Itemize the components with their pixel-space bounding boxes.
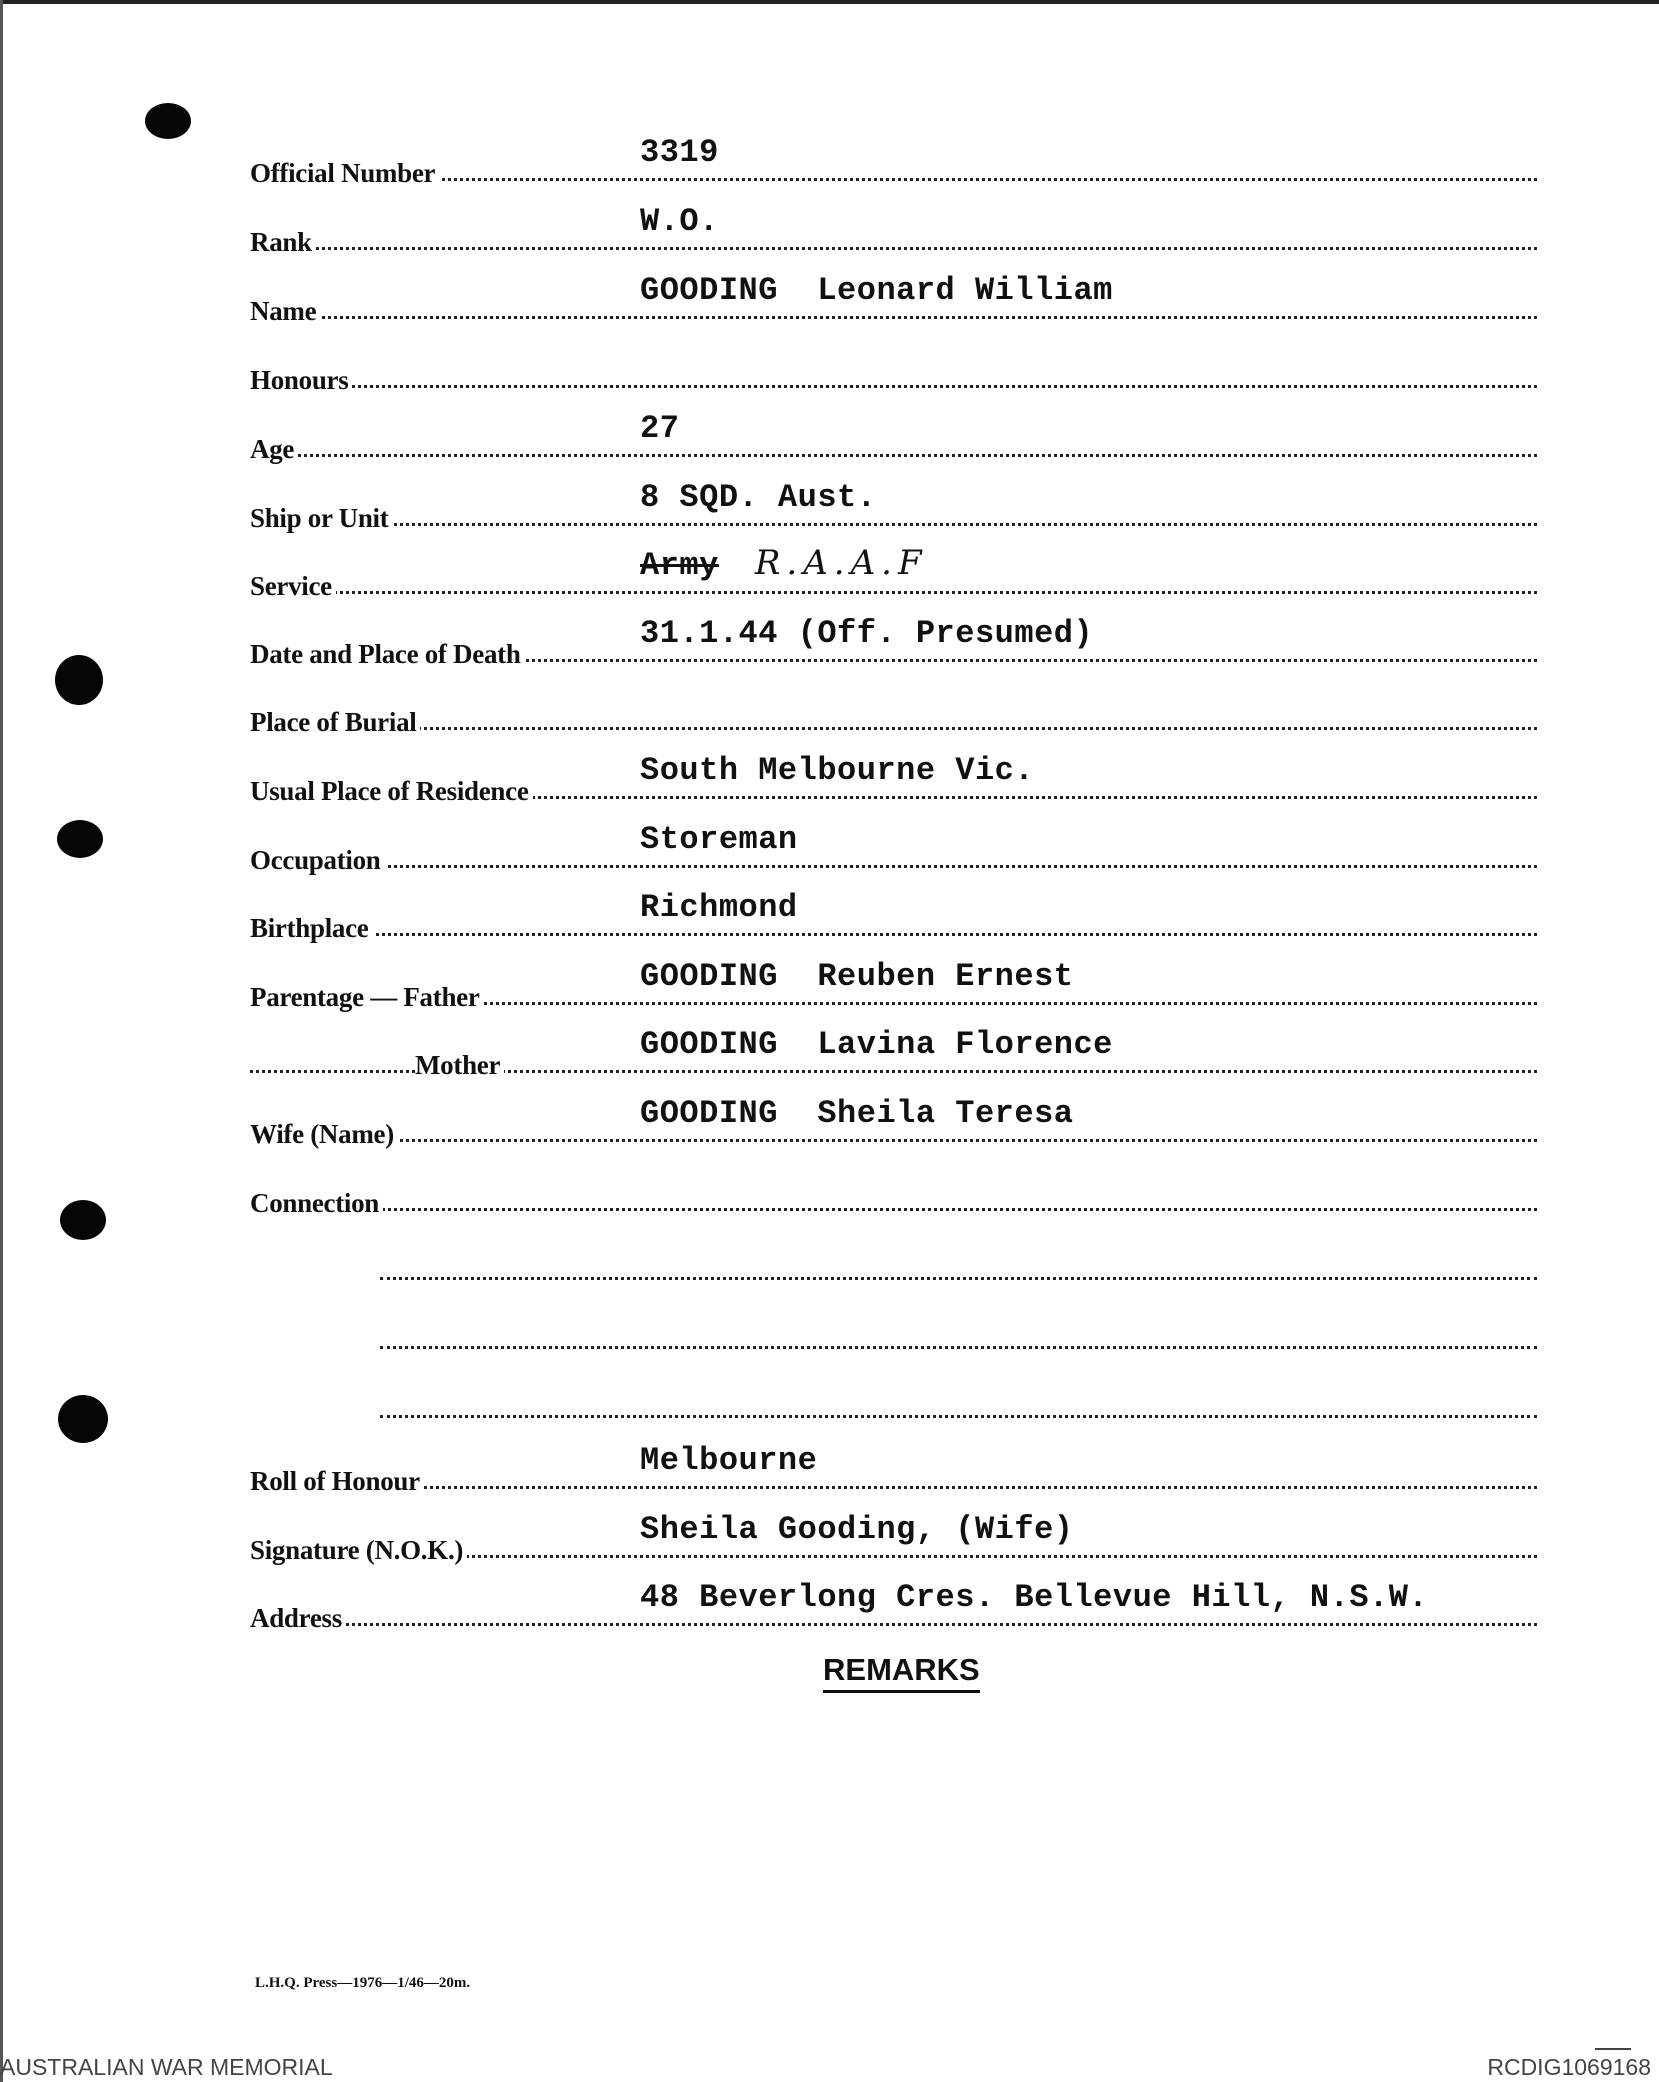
field-value: GOODING Sheila Teresa	[640, 1095, 1074, 1132]
field-label: Wife (Name)	[250, 1119, 398, 1150]
field-value: 3319	[640, 134, 719, 171]
connection-blank-line	[250, 1362, 1537, 1432]
field-value: Sheila Gooding, (Wife)	[640, 1511, 1074, 1548]
footer-archive-name: AUSTRALIAN WAR MEMORIAL	[0, 2054, 333, 2080]
field-value: 31.1.44 (Off. Presumed)	[640, 615, 1094, 652]
field-ship-or-unit	[250, 470, 1537, 540]
field-name	[250, 263, 1537, 333]
field-mother	[250, 1017, 1537, 1087]
field-connection	[250, 1155, 1537, 1225]
field-service	[250, 538, 1537, 608]
field-value: 8 SQD. Aust.	[640, 479, 877, 516]
field-address	[250, 1570, 1537, 1640]
field-label: Service	[250, 571, 336, 602]
field-father	[250, 949, 1537, 1019]
field-label: Roll of Honour	[250, 1466, 424, 1497]
field-label: Signature (N.O.K.)	[250, 1535, 467, 1566]
field-value: 48 Beverlong Cres. Bellevue Hill, N.S.W.	[640, 1579, 1429, 1616]
field-place-of-burial	[250, 674, 1537, 744]
field-label: Birthplace	[250, 913, 373, 944]
printer-imprint: L.H.Q. Press—1976—1/46—20m.	[255, 1975, 471, 1991]
field-value: Richmond	[640, 889, 798, 926]
field-label: Parentage — Father	[250, 982, 484, 1013]
punch-hole	[57, 820, 103, 858]
field-label: Usual Place of Residence	[250, 776, 533, 807]
footer-record-id: RCDIG1069168	[1487, 2054, 1651, 2080]
field-value: W.O.	[640, 203, 719, 240]
field-occupation	[250, 812, 1537, 882]
field-official-number	[250, 125, 1537, 195]
field-honours	[250, 332, 1537, 402]
field-label: Age	[250, 434, 298, 465]
field-rank	[250, 194, 1537, 264]
field-label: Name	[250, 296, 320, 327]
punch-hole	[55, 655, 103, 705]
field-value: Storeman	[640, 821, 798, 858]
punch-hole	[58, 1395, 108, 1443]
field-roll-of-honour	[250, 1433, 1537, 1503]
field-date-place-of-death	[250, 606, 1537, 676]
field-label: Official Number	[250, 158, 439, 189]
field-birthplace	[250, 880, 1537, 950]
field-wife	[250, 1086, 1537, 1156]
field-value: 27	[640, 410, 680, 447]
field-label: Mother	[415, 1050, 504, 1081]
field-age	[250, 401, 1537, 471]
field-value: GOODING Reuben Ernest	[640, 958, 1074, 995]
field-label: Place of Burial	[250, 707, 420, 738]
field-label: Address	[250, 1603, 346, 1634]
field-value: South Melbourne Vic.	[640, 752, 1035, 789]
field-label: Occupation	[250, 845, 385, 876]
field-value: GOODING Leonard William	[640, 272, 1113, 309]
field-label: Date and Place of Death	[250, 639, 525, 670]
struck-out-text: Army	[640, 547, 719, 584]
field-value: Melbourne	[640, 1442, 818, 1479]
field-value: GOODING Lavina Florence	[640, 1026, 1113, 1063]
page-left-edge	[0, 0, 3, 2082]
handwritten-text: R.A.A.F	[754, 543, 928, 583]
punch-hole	[145, 103, 191, 139]
connection-blank-line	[250, 1293, 1537, 1363]
footer-rule	[1595, 2048, 1631, 2050]
field-label: Connection	[250, 1188, 383, 1219]
page-top-edge	[0, 0, 1659, 4]
field-label: Honours	[250, 365, 352, 396]
punch-hole	[60, 1200, 106, 1240]
field-label: Ship or Unit	[250, 503, 392, 534]
field-usual-residence	[250, 743, 1537, 813]
field-label: Rank	[250, 227, 316, 258]
field-value	[640, 543, 928, 584]
connection-blank-line	[250, 1224, 1537, 1294]
field-signature-nok	[250, 1502, 1537, 1572]
remarks-heading: REMARKS	[823, 1652, 980, 1693]
